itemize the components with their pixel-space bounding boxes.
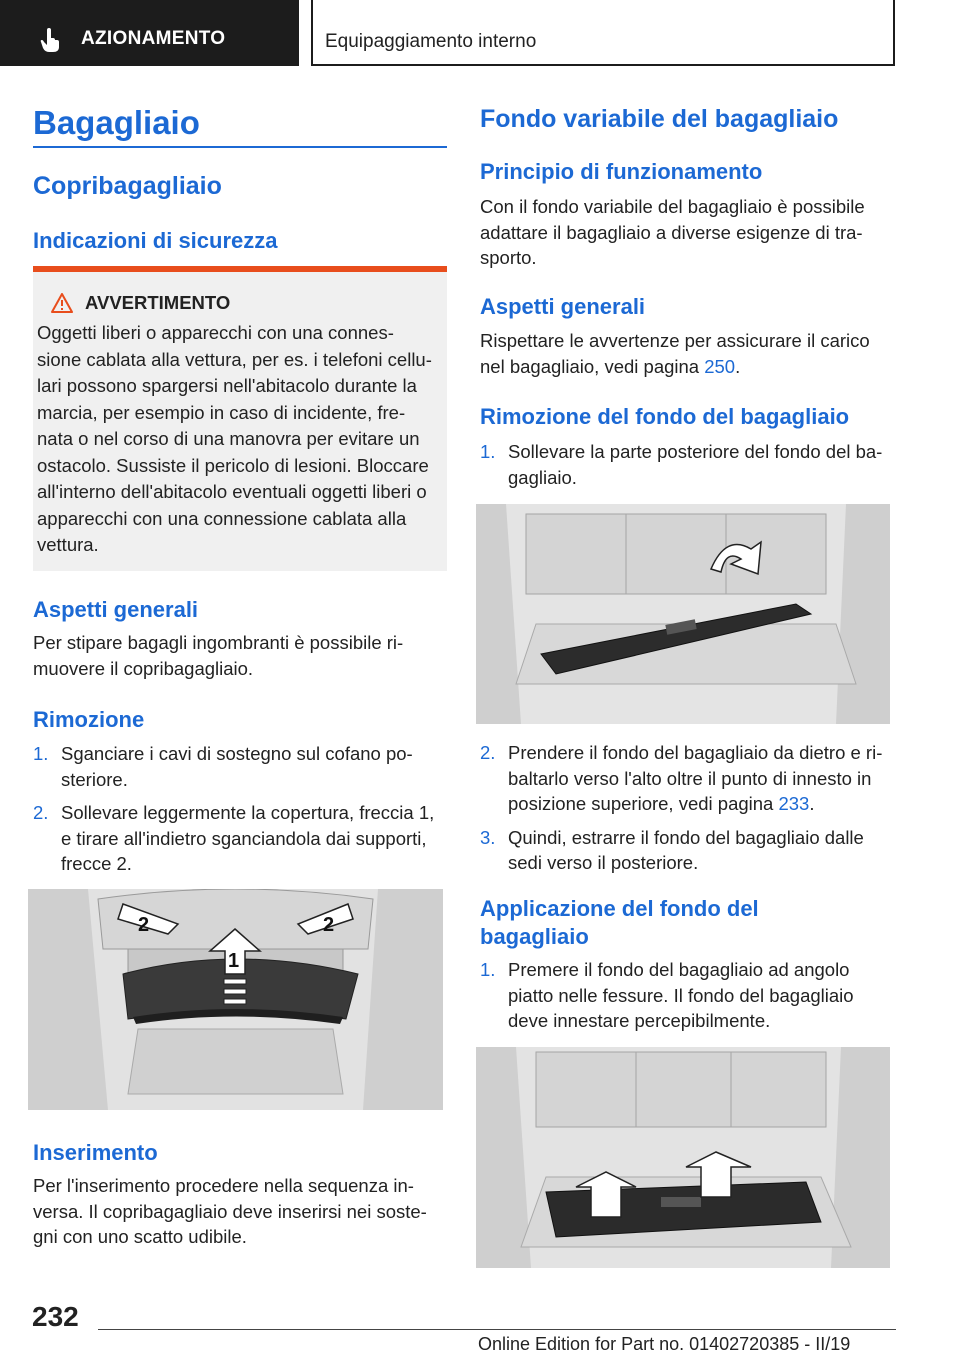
step-text-b: . — [809, 793, 815, 814]
insert-text: Per l'inserimento procedere nella sequenza in-versa. Il copribagagliaio deve inserirsi nei soste-gni con uno scatto udibile. — [33, 1175, 427, 1247]
page-link-250[interactable]: 250 — [704, 355, 736, 377]
section-title: AZIONAMENTO — [81, 28, 226, 49]
warning-triangle-icon — [51, 293, 73, 313]
chapter-tab — [311, 0, 895, 66]
apply-floor-heading: Applicazione del fondo del bagagliaio — [480, 896, 759, 949]
title-rule — [33, 146, 447, 148]
footer-edition: Online Edition for Part no. 01402720385 - II/19 — [478, 1334, 851, 1354]
insert-floor-illustration — [476, 1047, 890, 1268]
remove-floor-heading: Rimozione del fondo del bagagliaio — [480, 404, 850, 429]
step-text: Quindi, estrarre il fondo del bagagliaio dalle sedi verso il posteriore. — [508, 826, 864, 873]
apply-steps — [480, 957, 895, 1042]
trunk-cover-drawing — [28, 889, 443, 1110]
step-number: 1. — [33, 743, 49, 764]
arrow-label-2-left: 2 — [138, 914, 150, 936]
list-item — [480, 439, 895, 490]
warning-box — [33, 266, 447, 571]
safety-heading: Indicazioni di sicurezza — [33, 228, 278, 253]
general-text-b: . — [735, 355, 741, 377]
list-item — [480, 740, 895, 817]
principle-heading: Principio di funzionamento — [480, 159, 763, 184]
general-heading-left: Aspetti generali — [33, 597, 199, 622]
step-number: 2. — [480, 742, 496, 763]
warning-header — [51, 292, 437, 314]
list-item — [480, 825, 895, 876]
removal-heading: Rimozione — [33, 707, 145, 732]
chapter-title: Equipaggiamento interno — [325, 31, 537, 52]
arrow-label-1: 1 — [228, 950, 240, 972]
step-text: Premere il fondo del bagagliaio ad angolo piatto nelle fessure. Il fondo del bagagliaio deve innestare percepibilmente. — [508, 959, 854, 1031]
general-heading-right: Aspetti generali — [480, 294, 646, 319]
step-number: 1. — [480, 959, 496, 980]
general-text-left: Per stipare bagagli ingombranti è possibile ri-muovere il copribagagliaio. — [33, 632, 404, 679]
step-number: 3. — [480, 826, 496, 848]
trunk-cover-illustration — [28, 889, 443, 1110]
section-heading-copribagagliaio: Copribagagliaio — [33, 172, 222, 200]
step-text — [508, 742, 882, 814]
general-text-a: Rispettare le avvertenze per assicurare il carico nel bagagliaio, vedi pagina — [480, 330, 870, 377]
warning-title: AVVERTIMENTO — [85, 292, 231, 313]
step-number: 2. — [33, 802, 49, 823]
hand-touch-icon — [40, 28, 62, 52]
remove-step-1 — [480, 439, 895, 498]
step-text: Sollevare leggermente la copertura, freccia 1, e tirare all'indietro sganciandola dai supporti, frecce 2. — [61, 802, 435, 874]
principle-text: Con il fondo variabile del bagagliaio è possibile adattare il bagagliaio a diverse esigenze di tra-sporto. — [480, 196, 865, 268]
warning-text: Oggetti liberi o apparecchi con una connes-sione cablata alla vettura, per es. i telefoni cellu-lari possono spargersi nell'abitacolo durante la marcia, per esempio in caso di incidente, fre-nata o nel corso di una manovra per evitare un ostacolo. Sussiste il pericolo di lesioni. Bloccare all'interno dell'abitacolo eventuali oggetti liberi o apparecchi con una connessione cablata alla vettura. — [37, 322, 432, 555]
step-text: Sganciare i cavi di sostegno sul cofano po-steriore. — [61, 743, 413, 790]
section-heading-fondo: Fondo variabile del bagagliaio — [480, 105, 839, 133]
arrow-label-2-right: 2 — [323, 914, 335, 936]
lift-floor-drawing — [476, 504, 890, 724]
insert-heading: Inserimento — [33, 1140, 158, 1165]
step-number: 1. — [480, 441, 496, 462]
page-title: Bagagliaio — [33, 104, 200, 141]
page-link-233[interactable]: 233 — [778, 793, 810, 814]
step-text: Sollevare la parte posteriore del fondo del ba-gagliaio. — [508, 441, 883, 488]
list-item — [33, 800, 447, 877]
footer-rule — [98, 1329, 896, 1330]
section-tab — [0, 0, 299, 66]
list-item — [33, 741, 447, 792]
step-text-a: Prendere il fondo del bagagliaio da dietro e ri-baltarlo verso l'alto oltre il punto di innesto in posizione superiore, vedi pagina — [508, 742, 883, 814]
list-item — [480, 957, 895, 1034]
remove-steps-2-3 — [480, 740, 895, 884]
general-text-right — [480, 328, 895, 379]
insert-floor-drawing — [476, 1047, 890, 1268]
lift-floor-illustration — [476, 504, 890, 724]
page-number: 232 — [32, 1301, 79, 1332]
removal-steps — [33, 741, 447, 885]
